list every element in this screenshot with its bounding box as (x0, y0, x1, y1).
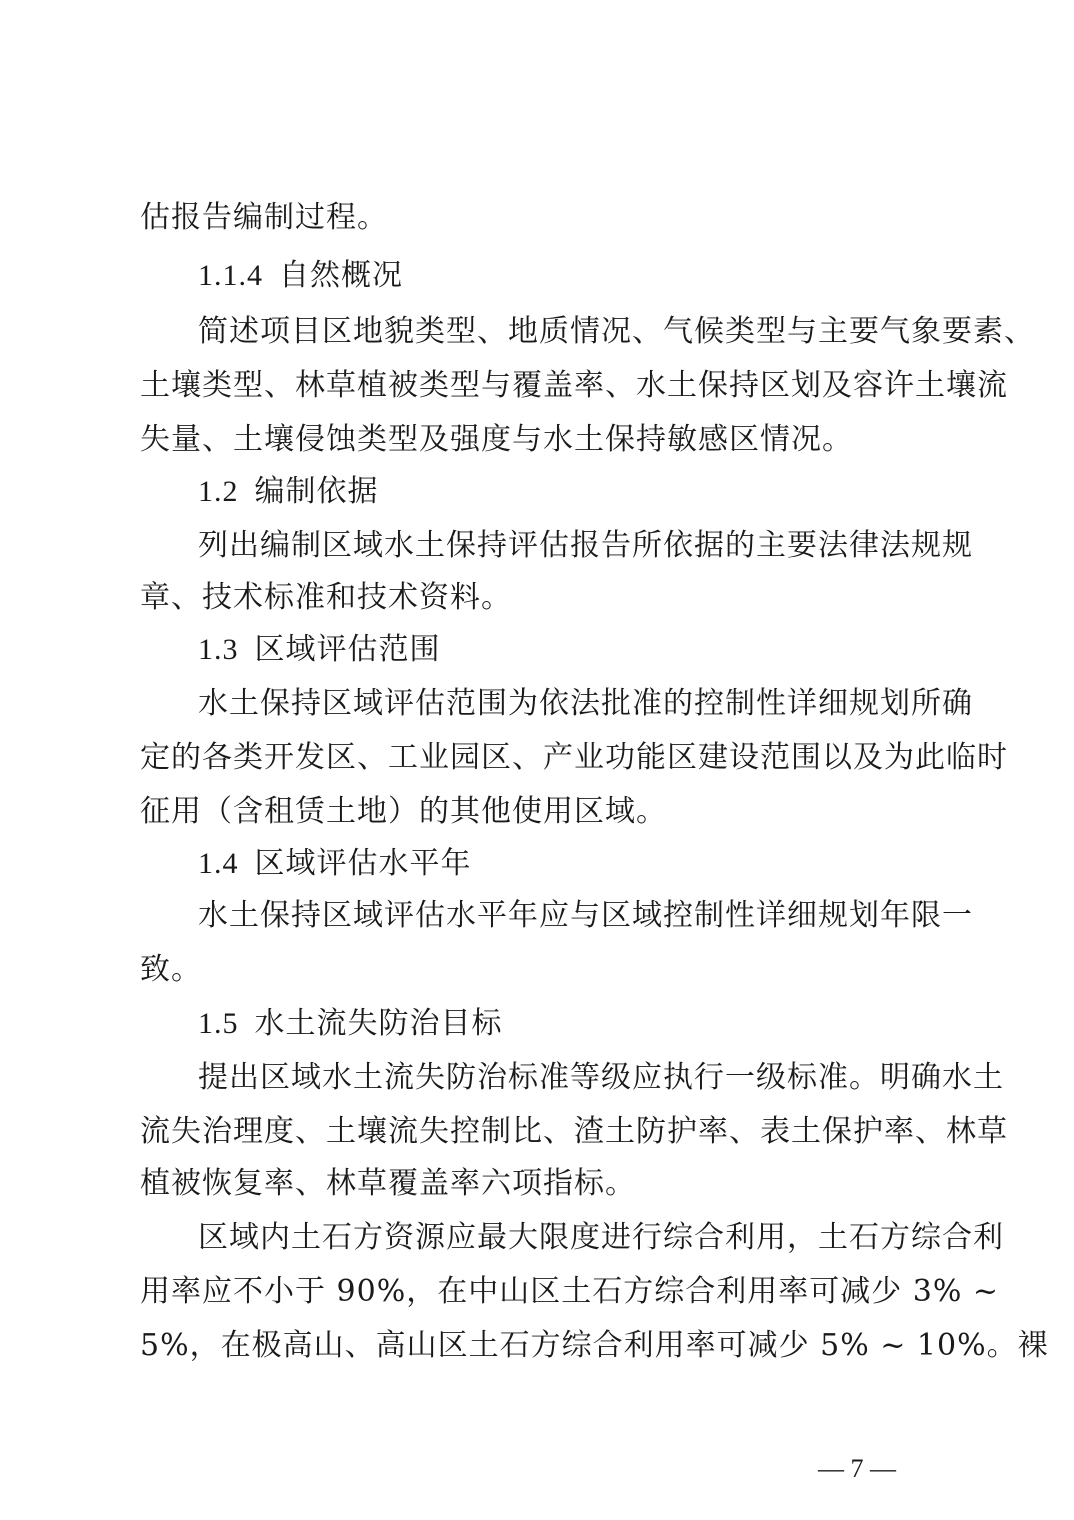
paragraph-line: 植被恢复率、林草覆盖率六项指标。 (140, 1166, 636, 1201)
section-heading-1-4 (198, 844, 898, 884)
section-heading-1-2 (198, 472, 898, 512)
heading-number: 1.5 (198, 1007, 239, 1040)
paragraph-line: 流失治理度、土壤流失控制比、渣土防护率、表土保护率、林草 (140, 1114, 1008, 1149)
heading-title: 区域评估范围 (254, 632, 441, 667)
paragraph-line: 土壤类型、林草植被类型与覆盖率、水土保持区划及容许土壤流 (140, 368, 1008, 403)
heading-title: 编制依据 (254, 474, 379, 509)
paragraph-line: 失量、土壤侵蚀类型及强度与水土保持敏感区情况。 (140, 422, 853, 457)
paragraph-line: 致。 (140, 952, 202, 987)
section-heading-1-1-4 (198, 256, 898, 296)
section-heading-1-3 (198, 630, 898, 670)
heading-number: 1.2 (198, 475, 239, 508)
heading-title: 水土流失防治目标 (254, 1006, 503, 1041)
heading-title: 自然概况 (279, 258, 403, 293)
heading-number: 1.3 (198, 633, 239, 666)
heading-number: 1.4 (198, 847, 239, 880)
paragraph-line: 提出区域水土流失防治标准等级应执行一级标准。明确水土 (198, 1060, 1004, 1095)
paragraph-line: 征用（含租赁土地）的其他使用区域。 (140, 794, 667, 829)
heading-title: 区域评估水平年 (254, 846, 472, 881)
paragraph-line: 区域内土石方资源应最大限度进行综合利用，土石方综合利 (198, 1220, 1004, 1255)
page-number: — 7 — (818, 1454, 896, 1483)
paragraph-line: 定的各类开发区、工业园区、产业功能区建设范围以及为此临时 (140, 740, 1008, 775)
section-heading-1-5 (198, 1004, 898, 1044)
paragraph-line: 用率应不小于 90%，在中山区土石方综合利用率可减少 3% ~ (140, 1274, 1000, 1309)
paragraph-line: 5%，在极高山、高山区土石方综合利用率可减少 5% ~ 10%。裸 (140, 1328, 1049, 1363)
paragraph-line: 章、技术标准和技术资料。 (140, 580, 512, 615)
paragraph-line: 估报告编制过程。 (140, 200, 388, 235)
paragraph-line: 列出编制区域水土保持评估报告所依据的主要法律法规规 (198, 528, 973, 563)
heading-number: 1.1.4 (198, 259, 263, 292)
paragraph-line: 简述项目区地貌类型、地质情况、气候类型与主要气象要素、 (198, 314, 1035, 349)
paragraph-line: 水土保持区域评估水平年应与区域控制性详细规划年限一 (198, 898, 973, 933)
paragraph-line: 水土保持区域评估范围为依法批准的控制性详细规划所确 (198, 686, 973, 721)
